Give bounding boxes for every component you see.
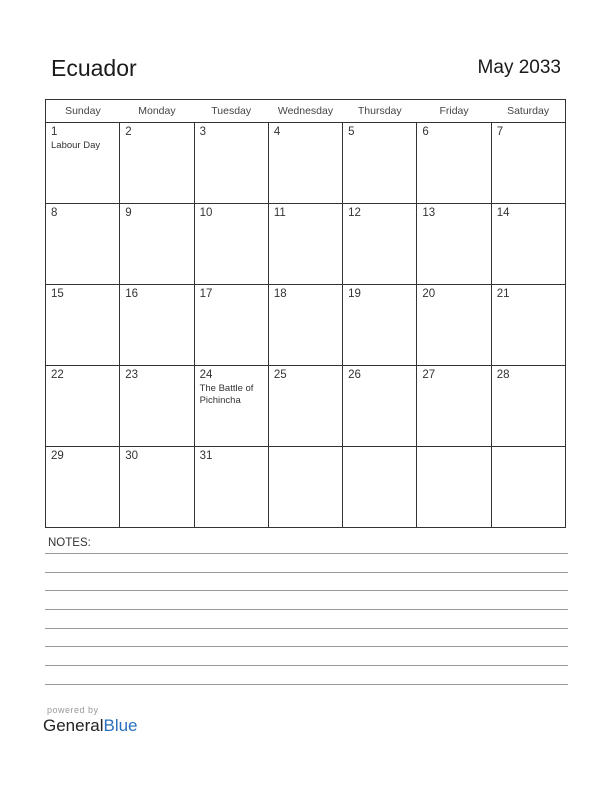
holiday-label: Labour Day (51, 140, 101, 151)
day-cell (46, 204, 120, 285)
week-row (46, 366, 566, 447)
day-cell (120, 285, 194, 366)
note-line (45, 684, 568, 685)
note-line (45, 646, 568, 647)
day-cell (194, 123, 268, 204)
day-cell (268, 366, 342, 447)
day-cell (343, 204, 417, 285)
day-number: 20 (422, 288, 436, 300)
weekday-tuesday: Tuesday (194, 100, 268, 123)
day-number: 6 (422, 126, 429, 138)
day-cell (491, 366, 565, 447)
day-cell (46, 123, 120, 204)
day-cell (268, 285, 342, 366)
week-row (46, 123, 566, 204)
weekday-header-row (46, 100, 566, 123)
day-number: 14 (496, 207, 510, 219)
day-cell (268, 123, 342, 204)
day-cell (417, 366, 491, 447)
day-number: 17 (199, 288, 213, 300)
weekday-friday: Friday (417, 100, 491, 123)
brand-blue: Blue (103, 716, 138, 735)
day-cell (491, 204, 565, 285)
day-cell (491, 447, 565, 528)
notes-label: NOTES: (48, 537, 91, 549)
day-cell (268, 447, 342, 528)
weekday-wednesday: Wednesday (268, 100, 342, 123)
day-cell (343, 447, 417, 528)
note-line (45, 572, 568, 573)
day-number: 21 (496, 288, 510, 300)
day-cell (417, 204, 491, 285)
holiday-label: The Battle of Pichincha (199, 383, 254, 406)
day-cell (194, 447, 268, 528)
powered-by-text: powered by (47, 705, 99, 715)
day-number: 10 (199, 207, 213, 219)
day-cell (194, 285, 268, 366)
day-cell (491, 123, 565, 204)
day-cell (120, 204, 194, 285)
day-number: 3 (199, 126, 206, 138)
weekday-sunday: Sunday (46, 100, 120, 123)
day-number: 26 (348, 369, 361, 381)
day-number: 28 (496, 369, 510, 381)
day-cell (120, 447, 194, 528)
brand-logo (43, 716, 138, 736)
day-number: 24 (199, 369, 213, 381)
weekday-monday: Monday (120, 100, 194, 123)
day-number: 16 (125, 288, 139, 300)
day-number: 9 (125, 207, 132, 219)
day-cell (120, 123, 194, 204)
day-number: 25 (273, 369, 287, 381)
week-row (46, 447, 566, 528)
day-number: 12 (348, 207, 361, 219)
day-cell (417, 285, 491, 366)
note-line (45, 665, 568, 666)
day-number: 27 (422, 369, 436, 381)
day-number: 5 (348, 126, 355, 138)
day-number: 11 (273, 207, 286, 219)
day-number: 8 (51, 207, 58, 219)
weekday-saturday: Saturday (491, 100, 565, 123)
day-number: 13 (422, 207, 436, 219)
day-cell (46, 285, 120, 366)
week-row (46, 204, 566, 285)
day-cell (120, 366, 194, 447)
note-line (45, 628, 568, 629)
note-line (45, 590, 568, 591)
month-year-title: May 2033 (477, 57, 561, 78)
note-line (45, 609, 568, 610)
day-cell (343, 366, 417, 447)
day-cell (194, 204, 268, 285)
day-cell (491, 285, 565, 366)
note-line (45, 553, 568, 554)
week-row (46, 285, 566, 366)
day-cell (268, 204, 342, 285)
day-number: 29 (51, 450, 64, 462)
calendar-grid (45, 99, 566, 528)
day-number: 18 (273, 288, 287, 300)
day-number: 4 (273, 126, 281, 138)
day-cell (343, 123, 417, 204)
day-number: 31 (199, 450, 213, 462)
day-cell (343, 285, 417, 366)
country-title: Ecuador (51, 55, 137, 81)
day-cell (194, 366, 268, 447)
day-number: 7 (496, 126, 504, 138)
calendar-body (46, 123, 566, 528)
day-cell (46, 447, 120, 528)
day-number: 19 (348, 288, 361, 300)
day-cell (417, 123, 491, 204)
day-number: 30 (125, 450, 139, 462)
day-cell (46, 366, 120, 447)
brand-general: General (43, 716, 104, 735)
weekday-thursday: Thursday (343, 100, 417, 123)
day-number: 15 (51, 288, 64, 300)
day-number: 22 (51, 369, 64, 381)
day-number: 2 (125, 126, 132, 138)
day-number: 1 (51, 126, 58, 138)
day-number: 23 (125, 369, 139, 381)
day-cell (417, 447, 491, 528)
